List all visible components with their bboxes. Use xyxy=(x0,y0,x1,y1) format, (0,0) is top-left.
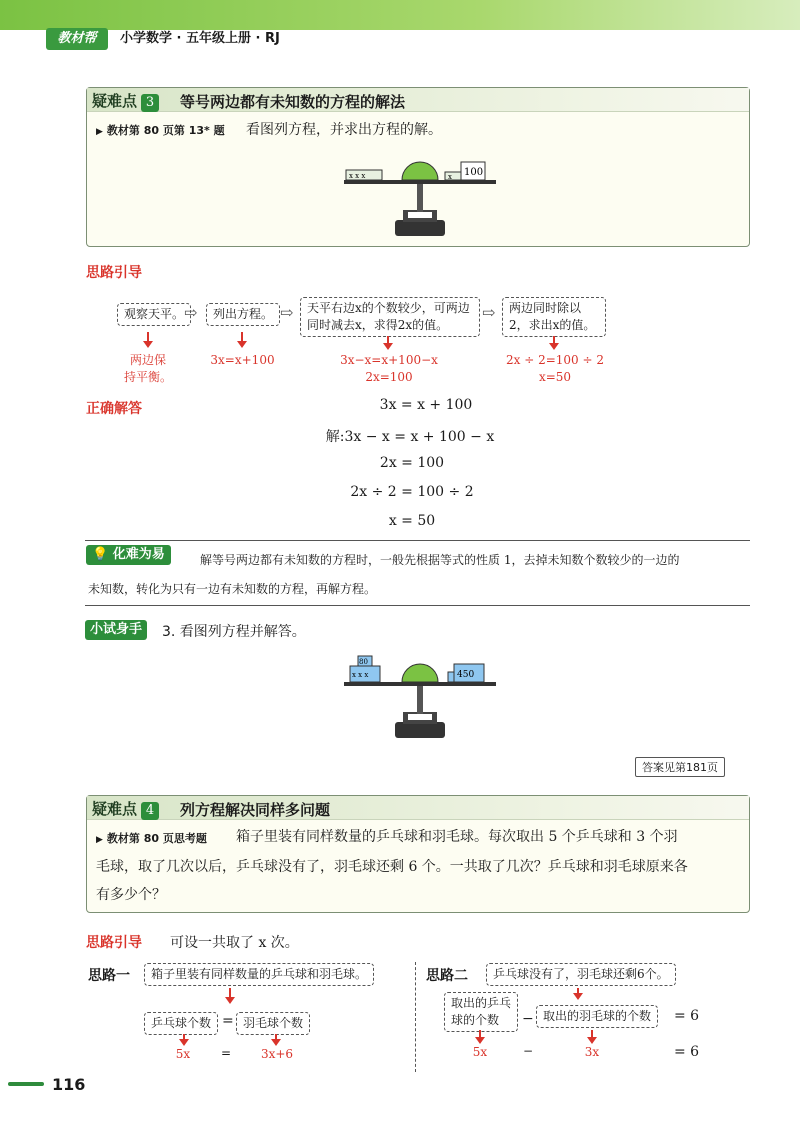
difficulty-tag-label: 疑难点 xyxy=(92,800,138,818)
answer-line-2: 解:3x − x = x + 100 − x xyxy=(325,429,495,445)
idea-divider xyxy=(415,962,416,1072)
answer-page-ref: 答案见第181页 xyxy=(635,757,725,777)
idea-1-eq: = xyxy=(222,1013,234,1029)
guide-note-1: 两边保 持平衡。 xyxy=(123,353,172,384)
idea-2-eq: = 6 xyxy=(674,1008,700,1024)
idea-2-right-box: 取出的羽毛球的个数 xyxy=(536,1005,658,1028)
idea-1-label: 思路一 xyxy=(88,968,130,984)
scale-right-value: 100 xyxy=(464,167,484,178)
svg-text:x x x: x x x xyxy=(349,172,366,180)
textbook-ref: ▶ 教材第 80 页第 13* 题 xyxy=(96,122,225,138)
page-number-ornament xyxy=(8,1082,44,1086)
idea-1-right-box: 羽毛球个数 xyxy=(236,1012,310,1035)
arrow-right-icon: ⇨ xyxy=(280,303,294,322)
tip-line-2: 未知数，转化为只有一边有未知数的方程，再解方程。 xyxy=(88,582,377,596)
difficulty-number: 4 xyxy=(141,802,159,820)
idea-1-box: 箱子里装有同样数量的乒乓球和羽毛球。 xyxy=(144,963,374,986)
idea-2-minus: − xyxy=(522,1011,534,1027)
book-title: 小学数学 · 五年级上册 · RJ xyxy=(120,31,280,46)
balance-scale-2 xyxy=(340,652,500,744)
idea-2-expr-eq: = 6 xyxy=(674,1044,700,1060)
idea-2-box: 乒乓球没有了，羽毛球还剩6个。 xyxy=(486,963,676,986)
try-badge: 小试身手 xyxy=(85,620,147,640)
guide-label: 思路引导 xyxy=(86,265,142,281)
idea-1-expr-eq: = xyxy=(221,1046,232,1060)
guide-note-3: 3x−x=x+100−x 2x=100 xyxy=(340,353,438,384)
answer-line-5: x = 50 xyxy=(388,513,436,529)
arrow-down-icon xyxy=(147,332,149,342)
arrow-right-icon: ⇨ xyxy=(482,303,496,322)
arrow-down-icon xyxy=(229,988,231,998)
balance-scale-1 xyxy=(340,150,500,242)
question-text: 看图列方程，并求出方程的解。 xyxy=(246,122,442,138)
problem-line-3: 有多少个？ xyxy=(96,887,166,903)
difficulty-4-tag xyxy=(92,798,159,820)
idea-1-expr-right: 3x+6 xyxy=(260,1047,294,1061)
scale-right-value-2: 450 xyxy=(457,670,475,680)
answer-label: 正确解答 xyxy=(86,401,142,417)
difficulty-3-title: 等号两边都有未知数的方程的解法 xyxy=(180,93,406,111)
tip-badge xyxy=(86,545,171,565)
idea-2-expr-minus: − xyxy=(523,1044,534,1058)
page-number: 116 xyxy=(52,1075,86,1094)
guide2-text: 可设一共取了 x 次。 xyxy=(170,935,299,951)
lightbulb-icon: 💡 xyxy=(92,547,109,562)
idea-2-expr-right: 3x xyxy=(584,1045,600,1059)
arrow-down-icon xyxy=(479,1030,481,1038)
answer-line-4: 2x ÷ 2 = 100 ÷ 2 xyxy=(350,484,474,500)
guide2-label: 思路引导 xyxy=(86,935,142,951)
difficulty-tag-label: 疑难点 xyxy=(92,92,138,110)
arrow-down-icon xyxy=(577,988,579,994)
arrow-right-icon: ⇨ xyxy=(184,303,198,322)
difficulty-4-title: 列方程解决同样多问题 xyxy=(180,801,331,819)
try-question: 3. 看图列方程并解答。 xyxy=(162,624,306,640)
idea-1-left-box: 乒乓球个数 xyxy=(144,1012,218,1035)
problem-line-1: 箱子里装有同样数量的乒乓球和羽毛球。每次取出 5 个乒乓球和 3 个羽 xyxy=(236,829,678,845)
arrow-down-icon xyxy=(275,1034,277,1040)
guide-step-2: 列出方程。 xyxy=(206,303,280,326)
idea-2-expr-left: 5x xyxy=(472,1045,488,1059)
difficulty-3-tag xyxy=(92,90,159,112)
scale-left-top-value: 80 xyxy=(359,658,368,666)
difficulty-number: 3 xyxy=(141,94,159,112)
guide-step-1: 观察天平。 xyxy=(117,303,191,326)
guide-note-4: 2x ÷ 2=100 ÷ 2 x=50 xyxy=(506,353,604,384)
arrow-down-icon xyxy=(591,1030,593,1038)
answer-line-1: 3x = x + 100 xyxy=(379,397,473,413)
arrow-down-icon xyxy=(183,1034,185,1040)
idea-2-left-box: 取出的乒乓 球的个数 xyxy=(444,992,518,1032)
problem-line-2: 毛球，取了几次以后，乒乓球没有了，羽毛球还剩 6 个。一共取了几次？乒乓球和羽毛球原来各 xyxy=(96,859,688,875)
svg-text:x: x xyxy=(448,173,452,181)
brand-logo: 教材帮 xyxy=(46,28,108,50)
arrow-down-icon xyxy=(553,336,555,344)
arrow-down-icon xyxy=(241,332,243,342)
guide-step-3: 天平右边x的个数较少，可两边同时减去x，求得2x的值。 xyxy=(300,297,480,337)
svg-text:x x x: x x x xyxy=(352,671,369,679)
tip-line-1: 解等号两边都有未知数的方程时，一般先根据等式的性质 1，去掉未知数个数较少的一边的 xyxy=(200,553,680,567)
guide-note-2: 3x=x+100 xyxy=(210,353,275,367)
guide-step-4: 两边同时除以2，求出x的值。 xyxy=(502,297,606,337)
arrow-down-icon xyxy=(387,336,389,344)
tip-badge-label: 化难为易 xyxy=(112,547,165,562)
idea-1-expr-left: 5x xyxy=(175,1047,191,1061)
idea-2-label: 思路二 xyxy=(426,968,468,984)
answer-line-3: 2x = 100 xyxy=(379,455,445,471)
textbook-ref: ▶ 教材第 80 页思考题 xyxy=(96,830,207,846)
